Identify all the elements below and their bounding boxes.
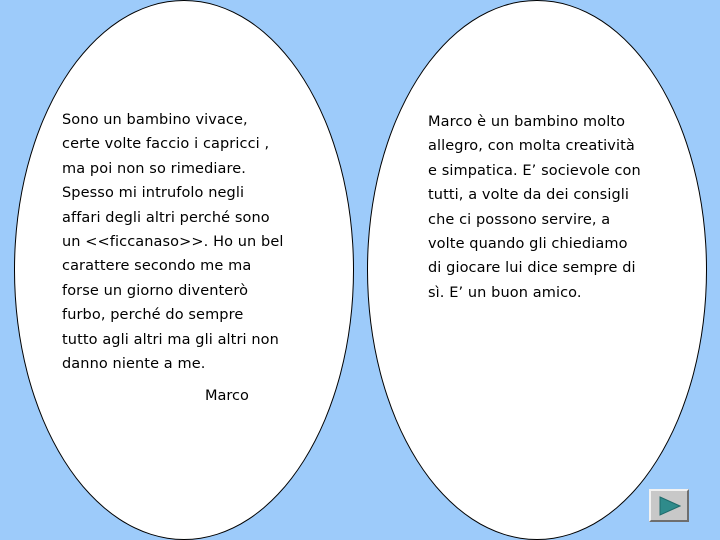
self-description-text: Sono un bambino vivace, certe volte faccio i capricci , ma poi non so rimediare. Spesso mi intrufolo negli affari degli altri perché sono un <<ficcanaso>>. Ho un bel carattere secondo me ma forse un giorno diventerò furbo, perché do sempre tutto agli altri ma gli altri non danno niente a me. — [62, 112, 284, 373]
friends-description-text: Marco è un bambino molto allegro, con molta creatività e simpatica. E’ socievole con tutti, a volte da dei consigli che ci possono servire, a volte quando gli chiediamo di giocare lui dice sempre di sì. E’ un buon amico. — [428, 114, 641, 301]
next-slide-button[interactable] — [649, 489, 689, 522]
play-triangle-icon — [659, 496, 681, 516]
signature-text: Marco — [205, 388, 249, 404]
